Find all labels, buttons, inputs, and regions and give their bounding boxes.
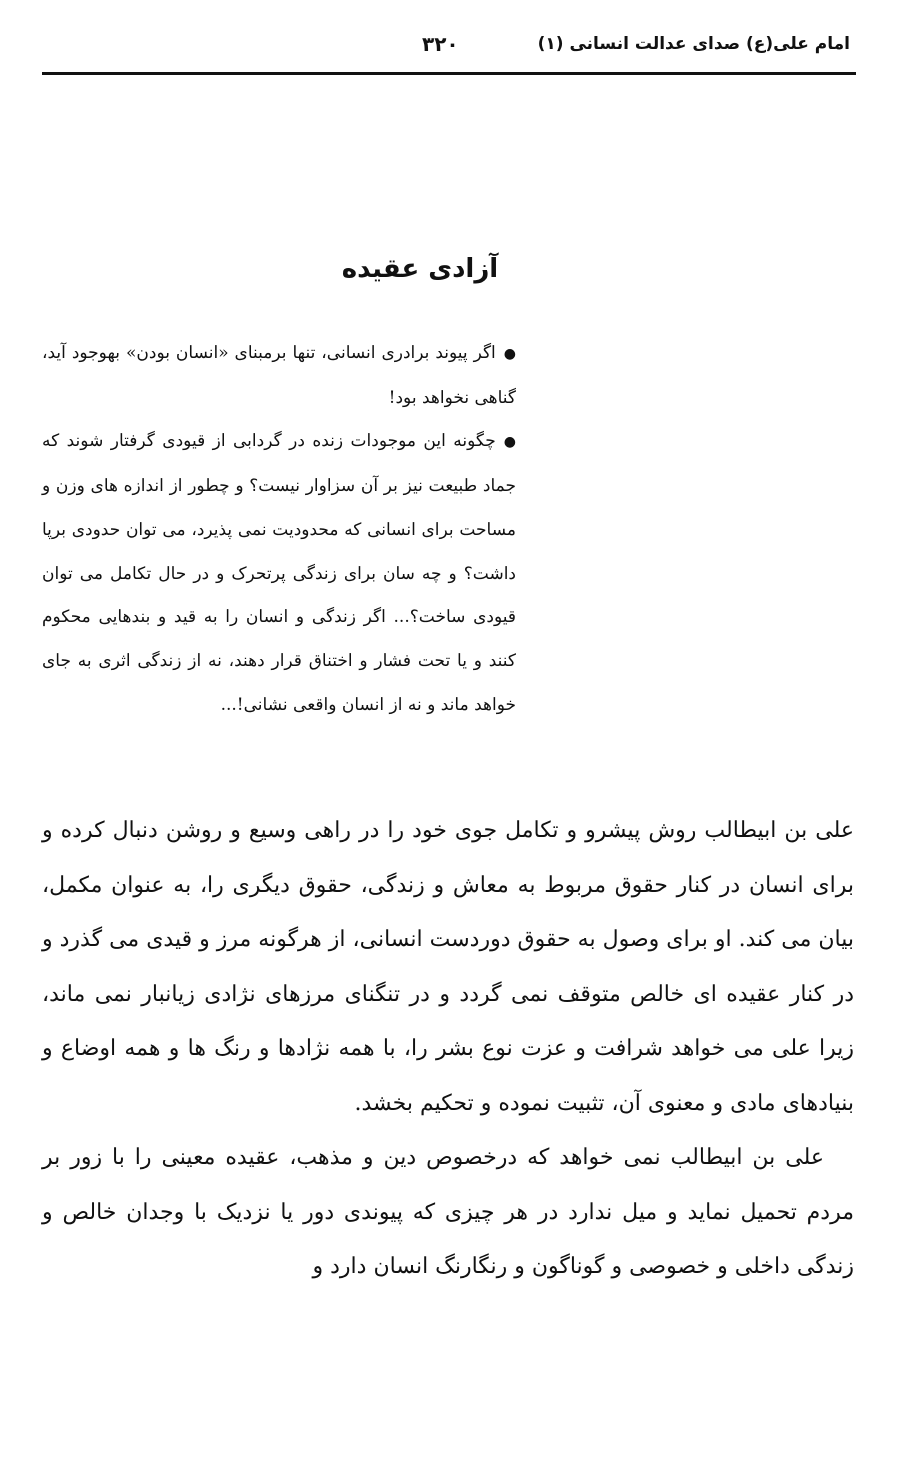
epigraph-item-text: اگر پیوند برادری انسانی، تنها برمبنای «انسان بودن» بهوجود آید، گناهی نخواهد بود! bbox=[42, 343, 516, 408]
body-text bbox=[42, 804, 854, 1295]
page-number: ۳۲۰ bbox=[422, 32, 459, 56]
body-paragraph: علی بن ابیطالب نمی خواهد که درخصوص دین و مذهب، عقیده معینی را با زور بر مردم تحمیل نماید و میل ندارد در هر چیزی که پیوندی دور یا نزدیک با وجدان خالص و زندگی داخلی و خصوصی و گوناگون و رنگارنگ انسان دارد و bbox=[42, 1145, 854, 1279]
epigraph-item bbox=[42, 332, 516, 420]
bullet-icon: ● bbox=[503, 346, 516, 362]
running-header bbox=[42, 30, 856, 70]
epigraph-item-text: چگونه این موجودات زنده در گردابی از قیودی گرفتار شوند که جماد طبیعت نیز بر آن سزاوار نیست؟ و چطور از اندازه های وزن و مساحت برای انسانی که محدودیت نمی پذیرد، می توان حدودی برپا داشت؟ و چه سان برای زندگی پرتحرک و در حال تکامل می توان قیودی ساخت؟... اگر زندگی و انسان را به قید و بندهایی محکوم کنند و یا تحت فشار و اختناق قرار دهند، نه از زندگی اثری به جای خواهد ماند و نه از انسان واقعی نشانی!... bbox=[42, 431, 516, 715]
body-paragraph: علی بن ابیطالب روش پیشرو و تکامل جوی خود را در راهی وسیع و روشن دنبال کرده و برای انسان در کنار حقوق مربوط به معاش و زندگی، حقوق دیگری را، به عنوان مکمل، بیان می کند. او برای وصول به حقوق دوردست انسانی، از هرگونه مرز و قیدی می گذرد و در کنار عقیده ای خالص متوقف نمی گردد و در تنگنای مرزهای نژادی زیانبار نمی ماند، زیرا علی می خواهد شرافت و عزت نوع بشر را، با همه نژادها و رنگ ها و همه اوضاع و بنیادهای مادی و معنوی آن، تثبیت نموده و تحکیم بخشد. bbox=[42, 818, 854, 1116]
epigraph-list bbox=[42, 332, 516, 727]
book-title: امام علی(ع) صدای عدالت انسانی (۱) bbox=[537, 34, 850, 54]
bullet-icon: ● bbox=[503, 434, 516, 451]
section-title: آزادی عقیده bbox=[341, 254, 499, 284]
header-rule bbox=[42, 72, 856, 75]
epigraph-item bbox=[42, 420, 516, 727]
